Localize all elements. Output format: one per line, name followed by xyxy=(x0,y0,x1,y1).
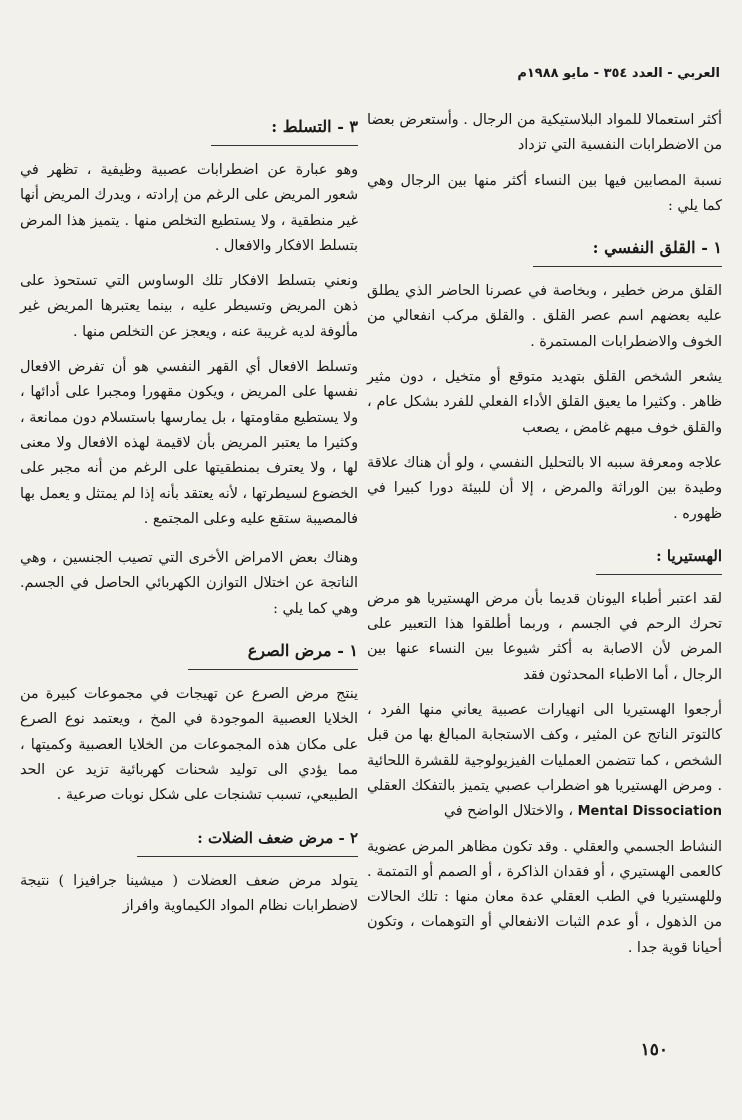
paragraph: يشعر الشخص القلق بتهديد متوقع أو متخيل ، دون مثير ظاهر . وكثيرا ما يعيق القلق الأداء الفعلي للفرد بشكل عام ، والقلق خوف مبهم غامض ، يصعب xyxy=(367,369,722,436)
right-column xyxy=(367,108,722,971)
paragraph: النشاط الجسمي والعقلي . وقد تكون مظاهر المرض عضوية كالعمى الهستيري ، أو فقدان الذاكرة ، أو الصمم أو التمتمة . وللهستيريا في الطب العقلي عدة معان منها : تلك الحالات من الذهول ، أو عدم الثبات الانفعالي أو التوهمات ، وتكون أحيانا قوية جدا . xyxy=(367,838,722,956)
latin-term: Mental Dissociation xyxy=(577,804,722,820)
page-number: ١٥٠ xyxy=(640,1040,668,1060)
paragraph: وهو عبارة عن اضطرابات عصبية وظيفية ، تظهر في شعور المريض على الرغم من إرادته ، ويدرك المريض أنها غير منطقية ، ولا يستطيع التخلص منها . يتميز هذا المرض بتسلط الافكار والافعال . xyxy=(20,162,358,254)
paragraph: ينتج مرض الصرع عن تهيجات في مجموعات كبيرة من الخلايا العصبية الموجودة في المخ ، ويعتمد نوع الصرع على مكان هذه المجموعات من الخلايا العصبية وكميتها ، مما يؤدي الى توليد شحنات كهربائية تزيد عن الحد الطبيعي، تسبب تشنجات على شكل نوبات صرعية . xyxy=(20,686,358,804)
paragraph: نسبة المصابين فيها بين النساء أكثر منها بين الرجال وهي كما يلي : xyxy=(367,172,722,214)
paragraph: يتولد مرض ضعف العضلات ( ميشينا جرافيزا ) نتيجة لاضطرابات نظام المواد الكيماوية وافراز xyxy=(20,872,358,914)
paragraph: وهناك بعض الامراض الأخرى التي تصيب الجنسين ، وهي الناتجة عن اختلال التوازن الكهربائي الحاصل في الجسم. وهي كما يلي : xyxy=(20,550,358,617)
paragraph: القلق مرض خطير ، وبخاصة في عصرنا الحاضر الذي يطلق عليه بعضهم اسم عصر القلق . والقلق مركب انفعالي من الخوف والاضطرابات المستمرة . xyxy=(367,283,722,350)
section-heading-epilepsy: ١ - مرض الصرع xyxy=(188,636,358,670)
paragraph: لقد اعتبر أطباء اليونان قديما بأن مرض الهستيريا هو مرض تحرك الرحم في الجسم ، وربما أطلقوا هذا التعبير على المرض لأن الاصابة به أكثر شيوعا بين النساء عنها بين الرجال ، أما الاطباء المحدثون فقد xyxy=(367,590,722,683)
paragraph: أكثر استعمالا للمواد البلاستيكية من الرجال . وأستعرض بعضا من الاضطرابات النفسية التي تزداد xyxy=(367,112,722,154)
section-heading-hysteria: الهستيريا : xyxy=(596,541,722,575)
paragraph xyxy=(367,698,722,824)
left-column xyxy=(20,108,358,929)
running-header: العربي - العدد ٣٥٤ - مايو ١٩٨٨م xyxy=(517,66,720,81)
paragraph-text: أرجعوا الهستيريا الى انهيارات عصبية يعاني منها الفرد ، كالتوتر الناتج عن المثير ، وكف الاستجابة المبالغ بها من قبل الشخص ، كما تتضمن العمليات الفيزيولوجية للقشرة اللحائية . ومرض الهستيريا هو اضطراب عصبي يتميز بالتفكك العقلي xyxy=(367,702,722,794)
section-heading-obsession: ٣ - التسلط : xyxy=(211,112,358,146)
section-heading-anxiety: ١ - القلق النفسي : xyxy=(533,233,722,267)
section-heading-myasthenia: ٢ - مرض ضعف الضلات : xyxy=(137,823,358,857)
paragraph: علاجه ومعرفة سببه الا بالتحليل النفسي ، ولو أن هناك علاقة وطيدة بين الوراثة والمرض ، إلا أن للبيئة دورا كبيرا في ظهوره . xyxy=(367,454,722,522)
paragraph-text: ، والاختلال الواضح في xyxy=(443,803,574,820)
paragraph: ونعني بتسلط الافكار تلك الوساوس التي تستحوذ على ذهن المريض وتسيطر عليه ، بينما يعتبرها المريض غير مألوفة لديه غريبة عنه ، ويعجز عن التخلص منها . xyxy=(20,273,358,340)
paragraph: وتسلط الافعال أي القهر النفسي هو أن تفرض الافعال نفسها على المريض ، ويكون مقهورا ومجبرا على أدائها ، ولا يستطيع مقاومتها ، بل يمارسها باستسلام دون ممانعة ، وكثيرا ما يعتبر المريض بأن لاقيمة لهذه الافعال ولا معنى لها ، ولا يعترف بمنطقيتها على الرغم من أنه مجبر على الخضوع لسيطرتها ، لأنه يعتقد بأنه إذا لم يمتثل و يعمل بها فالمصيبة ستقع عليه وعلى المجتمع . xyxy=(20,359,358,527)
